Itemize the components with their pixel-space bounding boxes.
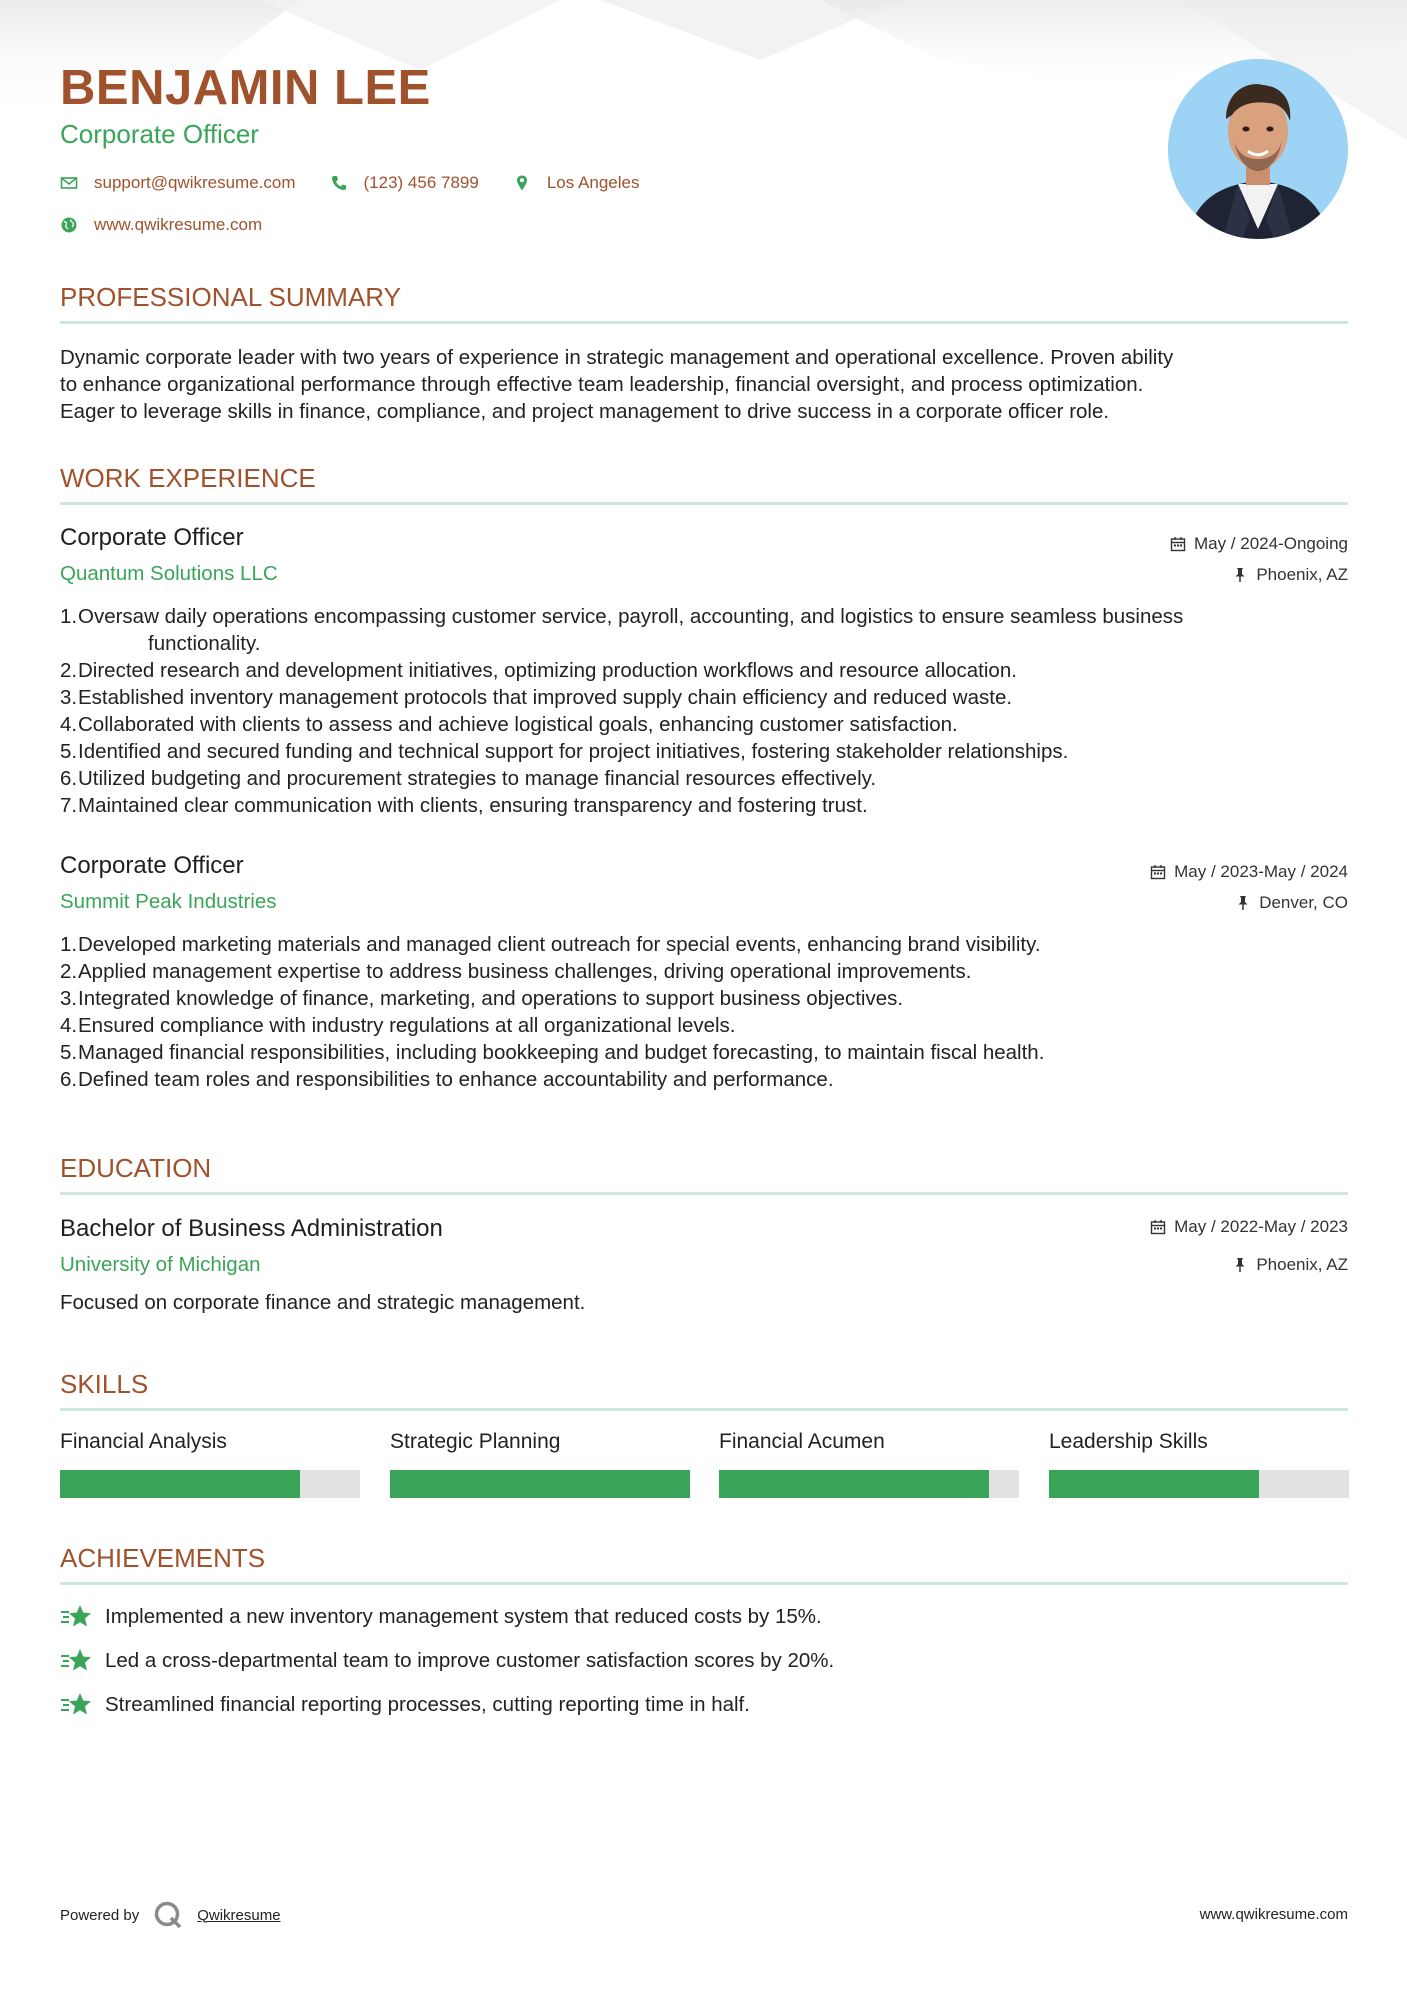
- education-description: Focused on corporate finance and strategic management.: [60, 1291, 586, 1314]
- list-item: [60, 792, 1350, 819]
- section-divider: [60, 1582, 1348, 1585]
- bullet-text: Collaborated with clients to assess and achieve logistical goals, enhancing customer satisfaction.: [78, 713, 958, 736]
- skill-item: [60, 1430, 360, 1498]
- avatar: [1168, 59, 1348, 239]
- summary-text: [60, 344, 1350, 425]
- bullet-text: Integrated knowledge of finance, marketing, and operations to support business objectives.: [78, 987, 904, 1010]
- school-name: University of Michigan: [60, 1253, 261, 1276]
- list-item: [60, 630, 1350, 657]
- bullet-number: 2.: [60, 960, 78, 983]
- bullet-number: 1.: [60, 933, 78, 956]
- education-location-text: Phoenix, AZ: [1256, 1255, 1348, 1274]
- contact-location: [513, 173, 640, 193]
- bullet-text: Managed financial responsibilities, including bookkeeping and budget forecasting, to maintain fiscal health.: [78, 1041, 1045, 1064]
- degree-title: Bachelor of Business Administration: [60, 1215, 443, 1242]
- bullet-text: Identified and secured funding and technical support for project initiatives, fostering stakeholder relationships.: [78, 740, 1069, 763]
- pushpin-icon: [1232, 1257, 1248, 1273]
- bullet-number: 2.: [60, 659, 78, 682]
- phone-icon: [330, 174, 348, 192]
- list-item: [60, 1066, 1350, 1093]
- contact-phone[interactable]: [330, 173, 479, 193]
- bullet-number: 5.: [60, 740, 78, 763]
- bullet-number: 1.: [60, 605, 78, 628]
- contact-website[interactable]: [60, 215, 262, 235]
- skill-level-fill: [390, 1470, 690, 1498]
- bullet-text: Directed research and development initiatives, optimizing production workflows and resource allocation.: [78, 659, 1017, 682]
- list-item: [60, 711, 1350, 738]
- bullet-text: Applied management expertise to address business challenges, driving operational improvements.: [78, 960, 972, 983]
- achievement-text: Streamlined financial reporting processes, cutting reporting time in half.: [105, 1693, 750, 1716]
- skill-label: Financial Analysis: [60, 1430, 227, 1453]
- education-location: [1232, 1255, 1348, 1275]
- achievement-text: Led a cross-departmental team to improve customer satisfaction scores by 20%.: [105, 1649, 835, 1672]
- section-divider: [60, 502, 1348, 505]
- powered-by-text: Powered by: [60, 1906, 140, 1924]
- bullet-text: Developed marketing materials and managed client outreach for special events, enhancing brand visibility.: [78, 933, 1041, 956]
- calendar-icon: [1150, 1219, 1166, 1235]
- achievement-text: Implemented a new inventory management system that reduced costs by 15%.: [105, 1605, 822, 1628]
- skill-item: [719, 1430, 1019, 1498]
- contact-email[interactable]: [60, 173, 296, 193]
- job-dates: [1170, 534, 1348, 554]
- skill-item: [1049, 1430, 1349, 1498]
- section-title-experience: WORK EXPERIENCE: [60, 463, 316, 493]
- job-location: [1232, 565, 1348, 585]
- skill-level-bar: [390, 1470, 690, 1498]
- candidate-role: Corporate Officer: [60, 119, 259, 149]
- education-dates: [1150, 1217, 1348, 1237]
- section-title-skills: SKILLS: [60, 1369, 149, 1399]
- bullet-text: Defined team roles and responsibilities to enhance accountability and performance.: [78, 1068, 834, 1091]
- skill-level-fill: [719, 1470, 989, 1498]
- list-item: [60, 1039, 1350, 1066]
- candidate-name: BENJAMIN LEE: [60, 61, 431, 115]
- bullet-text: Utilized budgeting and procurement strategies to manage financial resources effectively.: [78, 767, 877, 790]
- achievement-item: [60, 1648, 834, 1674]
- contact-row-website: [60, 215, 296, 235]
- skill-level-bar: [1049, 1470, 1349, 1498]
- summary-line: Eager to leverage skills in finance, compliance, and project management to drive success in a corporate officer role.: [60, 400, 1110, 423]
- list-item: [60, 931, 1350, 958]
- job-bullets: [60, 603, 1350, 819]
- job-dates-text: May / 2023-May / 2024: [1174, 862, 1348, 881]
- skill-level-fill: [1049, 1470, 1259, 1498]
- email-text: support@qwikresume.com: [94, 173, 296, 192]
- bullet-number: 5.: [60, 1041, 78, 1064]
- location-text: Los Angeles: [546, 173, 640, 192]
- pushpin-icon: [1235, 895, 1251, 911]
- star-icon: [60, 1604, 93, 1630]
- achievement-item: [60, 1604, 822, 1630]
- pushpin-icon: [1232, 567, 1248, 583]
- job-dates: [1150, 862, 1348, 882]
- phone-text: (123) 456 7899: [363, 173, 479, 192]
- bullet-number: 4.: [60, 713, 78, 736]
- list-item: [60, 657, 1350, 684]
- skill-label: Financial Acumen: [719, 1430, 885, 1453]
- job-bullets: [60, 931, 1350, 1093]
- bullet-text: functionality.: [148, 632, 261, 655]
- job-location: [1235, 893, 1348, 913]
- job-title: Corporate Officer: [60, 852, 244, 879]
- star-icon: [60, 1648, 93, 1674]
- website-text: www.qwikresume.com: [94, 215, 263, 234]
- bullet-text: Established inventory management protocols that improved supply chain efficiency and reduced waste.: [78, 686, 1013, 709]
- list-item: [60, 738, 1350, 765]
- bullet-text: Maintained clear communication with clients, ensuring transparency and fostering trust.: [78, 794, 868, 817]
- bullet-number: 6.: [60, 1068, 78, 1091]
- bullet-number: 4.: [60, 1014, 78, 1037]
- bullet-number: 6.: [60, 767, 78, 790]
- summary-line: Dynamic corporate leader with two years of experience in strategic management and operational excellence. Proven ability: [60, 346, 1174, 369]
- section-title-education: EDUCATION: [60, 1153, 212, 1183]
- calendar-icon: [1150, 864, 1166, 880]
- list-item: [60, 765, 1350, 792]
- section-title-achievements: ACHIEVEMENTS: [60, 1543, 266, 1573]
- skill-level-bar: [60, 1470, 360, 1498]
- bullet-number: 3.: [60, 686, 78, 709]
- envelope-icon: [60, 174, 78, 192]
- section-divider: [60, 321, 1348, 324]
- star-icon: [60, 1692, 93, 1718]
- footer-powered-by: [60, 1900, 281, 1930]
- qwikresume-link[interactable]: Qwikresume: [197, 1906, 281, 1924]
- achievement-item: [60, 1692, 750, 1718]
- skill-level-fill: [60, 1470, 300, 1498]
- list-item: [60, 684, 1350, 711]
- job-title: Corporate Officer: [60, 524, 244, 551]
- job-location-text: Denver, CO: [1259, 893, 1348, 912]
- qwikresume-logo-icon: [153, 1900, 183, 1930]
- summary-line: to enhance organizational performance through effective team leadership, financial oversight, and process optimization.: [60, 373, 1144, 396]
- list-item: [60, 603, 1350, 630]
- job-location-text: Phoenix, AZ: [1256, 565, 1348, 584]
- profile-photo: [1168, 59, 1348, 239]
- skill-level-bar: [719, 1470, 1019, 1498]
- job-dates-text: May / 2024-Ongoing: [1193, 534, 1348, 553]
- bullet-text: Ensured compliance with industry regulations at all organizational levels.: [78, 1014, 736, 1037]
- skill-label: Strategic Planning: [390, 1430, 561, 1453]
- list-item: [60, 1012, 1350, 1039]
- map-pin-icon: [513, 174, 531, 192]
- bullet-number: 3.: [60, 987, 78, 1010]
- company-name: Quantum Solutions LLC: [60, 562, 278, 585]
- section-title-summary: PROFESSIONAL SUMMARY: [60, 282, 401, 312]
- section-divider: [60, 1408, 1348, 1411]
- bullet-text: Oversaw daily operations encompassing customer service, payroll, accounting, and logistics to ensure seamless business: [78, 605, 1184, 628]
- calendar-icon: [1170, 536, 1186, 552]
- education-dates-text: May / 2022-May / 2023: [1174, 1217, 1348, 1236]
- skill-item: [390, 1430, 690, 1498]
- section-divider: [60, 1192, 1348, 1195]
- bullet-number: 7.: [60, 794, 78, 817]
- list-item: [60, 958, 1350, 985]
- contact-row: [60, 173, 673, 193]
- company-name: Summit Peak Industries: [60, 890, 277, 913]
- footer-website[interactable]: www.qwikresume.com: [1199, 1906, 1348, 1923]
- list-item: [60, 985, 1350, 1012]
- globe-icon: [60, 216, 78, 234]
- skill-label: Leadership Skills: [1049, 1430, 1208, 1453]
